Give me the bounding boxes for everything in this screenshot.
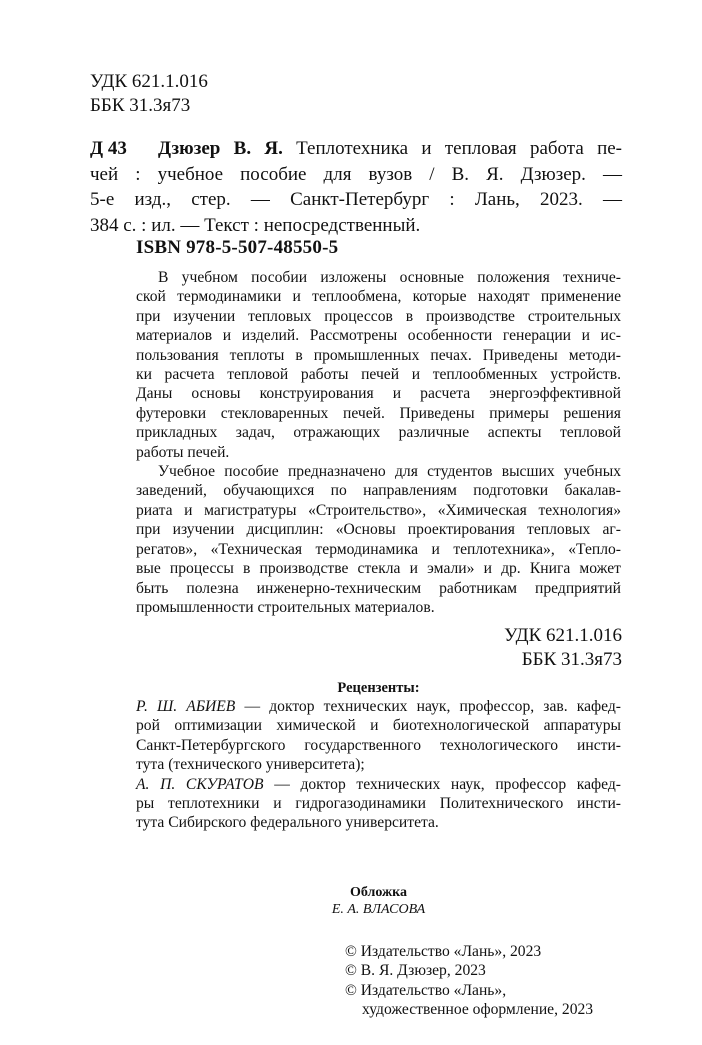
udk-code: УДК 621.1.016 [90,71,208,92]
cover-credit-title: Обложка [349,885,408,900]
text-line: работы печей. [136,443,230,461]
cover-credit [136,884,621,918]
copyright-line: © Издательство «Лань», 2023 [345,943,542,960]
text-line: регатов», «Техническая термодинамика и теплотехника», «Тепло- [136,540,621,558]
catalog-line: Дзюзер В. Я. Теплотехника и тепловая работа пе- [158,138,623,159]
text-line: Даны основы конструирования и расчета энергоэффективной [136,385,621,403]
text-line: Санкт-Петербургского государственного технологического инсти- [136,736,621,754]
catalog-line: чей : учебное пособие для вузов / В. Я. Дзюзер. — [90,163,622,185]
text-line: тута (технического университета); [136,756,365,774]
text-line: пользования теплоты в промышленных печах. Приведены методи- [136,346,621,364]
annotation-paragraph-2 [136,462,621,617]
author-mark: Д 43 [90,138,127,159]
text-line: футеровки стекловаренных печей. Приведены примеры решения [136,404,621,422]
text-line: при изучении тепловых процессов в производстве строительных [136,307,621,325]
text-line: рой оптимизации химической и биотехнологической аппаратуры [136,717,621,735]
isbn: ISBN 978-5-507-48550-5 [136,237,339,258]
copyright-block [345,942,593,1020]
copyright-line: © Издательство «Лань», [345,981,507,999]
reviewer-name: А. П. СКУРАТОВ [136,775,264,793]
copyright-line: художественное оформление, 2023 [362,1001,594,1019]
copyright-line: © В. Я. Дзюзер, 2023 [345,962,486,980]
text-line: при изучении дисциплин: «Основы проектирования тепловых аг- [136,521,621,539]
annotation-paragraph-1 [136,268,621,462]
bbk-code: ББК 31.3я73 [90,95,191,116]
catalog-line: 384 с. : ил. — Текст : непосредственный. [90,214,421,236]
classification-codes-bottom [420,624,622,672]
reviewers-list [136,697,621,833]
text-line: ской термодинамики и теплообмена, которые находят применение [136,288,621,306]
text-line: Учебное пособие предназначено для студентов высших учебных [158,463,621,481]
text-line: риата и магистратуры «Строительство», «Химическая технология» [136,501,621,519]
cover-designer: Е. А. ВЛАСОВА [331,902,426,917]
classification-codes-top [90,70,208,118]
udk-code: УДК 621.1.016 [504,625,622,646]
text-line: прикладных задач, отражающих различные аспекты тепловой [136,424,621,442]
text-line: вые процессы в производстве стекла и эмали» и др. Книга может [136,560,621,578]
text-line: заведений, обучающихся по направлениям подготовки бакалав- [136,482,621,500]
text-line: В учебном пособии изложены основные положения техниче- [158,269,621,286]
text-line: ки расчета тепловой работы печей и теплообменных устройств. [136,366,621,384]
bbk-code: ББК 31.3я73 [521,649,622,670]
reviewers-heading: Рецензенты: [337,680,420,696]
text-line: Р. Ш. АБИЕВ — доктор технических наук, профессор, зав. кафед- [136,698,621,715]
text-line: ры теплотехники и гидрогазодинамики Политехнического инсти- [136,795,621,813]
catalog-entry [90,136,622,238]
text-line: промышленности строительных материалов. [136,598,435,616]
text-line: А. П. СКУРАТОВ — доктор технических наук, профессор кафед- [136,775,621,793]
reviewer-name: Р. Ш. АБИЕВ [136,698,236,715]
text-line: быть полезна инженерно-техническим работникам предприятий [136,579,621,597]
text-line: тута Сибирского федерального университета. [136,814,439,832]
text-line: материалов и изделий. Рассмотрены особенности генерации и ис- [136,327,621,345]
annotation [136,268,621,617]
catalog-line: 5-е изд., стер. — Санкт-Петербург : Лань, 2023. — [90,189,622,210]
